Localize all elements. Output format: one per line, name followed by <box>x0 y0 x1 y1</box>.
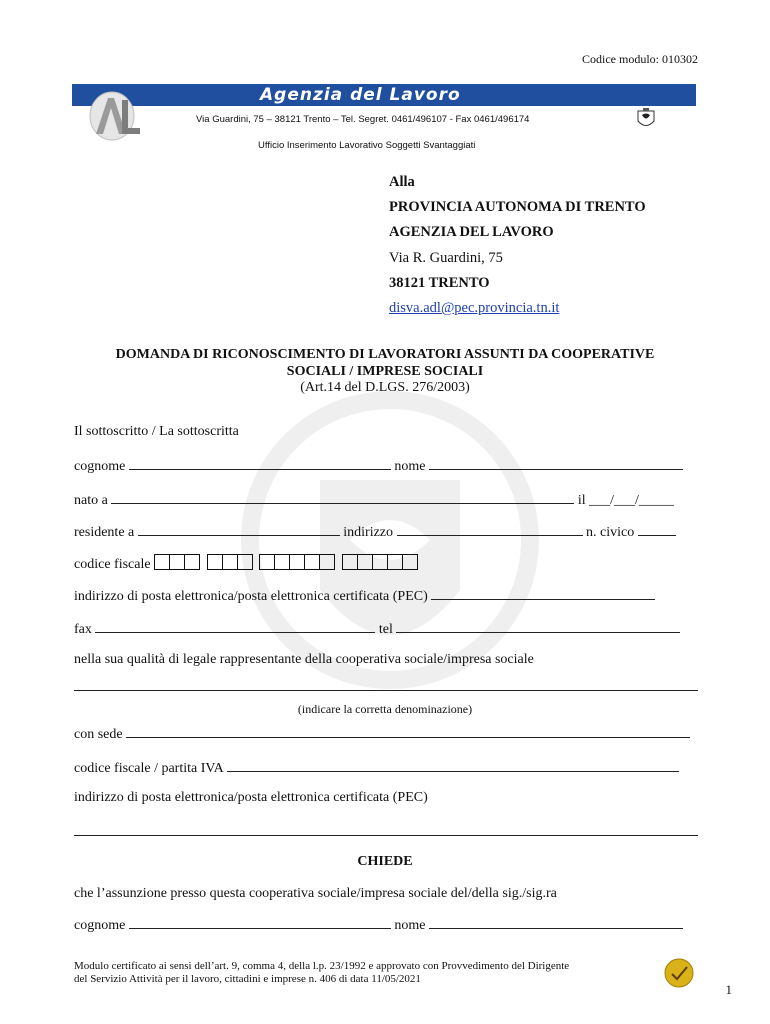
title-line-2: SOCIALI / IMPRESE SOCIALI <box>286 364 484 379</box>
header-address: Via Guardini, 75 – 38121 Trento – Tel. Segret. 0461/496107 - Fax 0461/496174 <box>196 114 530 125</box>
addressee-org1: PROVINCIA AUTONOMA DI TRENTO <box>389 199 646 216</box>
title-line-1: DOMANDA DI RICONOSCIMENTO DI LAVORATORI ASSUNTI DA COOPERATIVE <box>115 347 655 362</box>
seat-label: con sede <box>74 727 123 742</box>
hiring-label: che l’assunzione presso questa cooperativa sociale/impresa sociale del/della sig./sig.ra <box>74 886 557 901</box>
row-seat <box>74 724 690 743</box>
born-at-label: nato a <box>74 493 108 508</box>
capacity-label: nella sua qualità di legale rappresentante della cooperativa sociale/impresa sociale <box>74 652 534 667</box>
row-surname-name-2 <box>74 915 683 934</box>
surname2-field[interactable] <box>129 915 391 929</box>
surname-label: cognome <box>74 459 126 474</box>
addressee-street: Via R. Guardini, 75 <box>389 249 503 266</box>
addressee-pec-link[interactable]: disva.adl@pec.provincia.tn.it <box>389 299 560 316</box>
email-pec2-field[interactable] <box>74 835 698 836</box>
document-title <box>72 346 698 380</box>
email-pec-label: indirizzo di posta elettronica/posta elettronica certificata (PEC) <box>74 589 428 604</box>
module-code: Codice modulo: 010302 <box>582 52 698 66</box>
addressee-block <box>389 170 646 321</box>
street-no-label: n. civico <box>586 525 635 540</box>
agency-logo-icon <box>86 86 146 142</box>
residence-field[interactable] <box>138 522 340 536</box>
certification-seal-icon <box>664 958 694 988</box>
tax-code-boxes[interactable] <box>154 557 417 572</box>
banner-title: Agenzia del Lavoro <box>260 85 461 105</box>
tax-code-label: codice fiscale <box>74 557 151 572</box>
birthdate-field[interactable]: ___/___/_____ <box>589 493 674 508</box>
province-crest-icon <box>636 108 656 130</box>
tel-field[interactable] <box>396 619 680 633</box>
undersigned-label: Il sottoscritto / La sottoscritta <box>74 424 239 439</box>
row-tax-vat <box>74 758 679 777</box>
address-label: indirizzo <box>343 525 394 540</box>
cooperative-name-hint: (indicare la corretta denominazione) <box>297 702 473 716</box>
resident-label: residente a <box>74 525 135 540</box>
tax-vat-label: codice fiscale / partita IVA <box>74 761 224 776</box>
row-birth <box>74 490 674 509</box>
addressee-to: Alla <box>389 174 415 190</box>
row-tax-code <box>74 554 417 573</box>
page-number: 1 <box>725 982 732 997</box>
email-pec-field[interactable] <box>431 586 655 600</box>
footer-line-1: Modulo certificato ai sensi dell’art. 9, comma 4, della l.p. 23/1992 e approvato con Provvedimento del Dirigente <box>74 960 570 972</box>
tel-label: tel <box>378 622 393 637</box>
row-fax-tel <box>74 619 680 638</box>
email-pec2-label: indirizzo di posta elettronica/posta elettronica certificata (PEC) <box>74 790 428 805</box>
surname2-label: cognome <box>74 918 126 933</box>
surname-field[interactable] <box>129 456 391 470</box>
row-residence <box>74 522 676 541</box>
footer-line-2: del Servizio Attività per il lavoro, cittadini e imprese n. 406 di data 11/05/2021 <box>74 973 421 985</box>
row-surname-name <box>74 456 683 475</box>
name2-field[interactable] <box>429 915 683 929</box>
name-label: nome <box>394 459 426 474</box>
document-subtitle: (Art.14 del D.LGS. 276/2003) <box>300 380 470 395</box>
row-email-pec <box>74 586 655 605</box>
street-no-field[interactable] <box>638 522 676 536</box>
address-field[interactable] <box>397 522 583 536</box>
birthplace-field[interactable] <box>111 490 574 504</box>
tax-vat-field[interactable] <box>227 758 679 772</box>
addressee-city: 38121 TRENTO <box>389 274 490 291</box>
requests-heading: CHIEDE <box>357 854 413 869</box>
name2-label: nome <box>394 918 426 933</box>
born-on-label: il <box>577 493 586 508</box>
name-field[interactable] <box>429 456 683 470</box>
header-office: Ufficio Inserimento Lavorativo Soggetti Svantaggiati <box>258 140 476 151</box>
seat-field[interactable] <box>126 724 690 738</box>
cooperative-name-field[interactable] <box>74 690 698 691</box>
fax-label: fax <box>74 622 92 637</box>
footer-note <box>74 960 569 986</box>
addressee-org2: AGENZIA DEL LAVORO <box>389 224 554 241</box>
fax-field[interactable] <box>95 619 375 633</box>
